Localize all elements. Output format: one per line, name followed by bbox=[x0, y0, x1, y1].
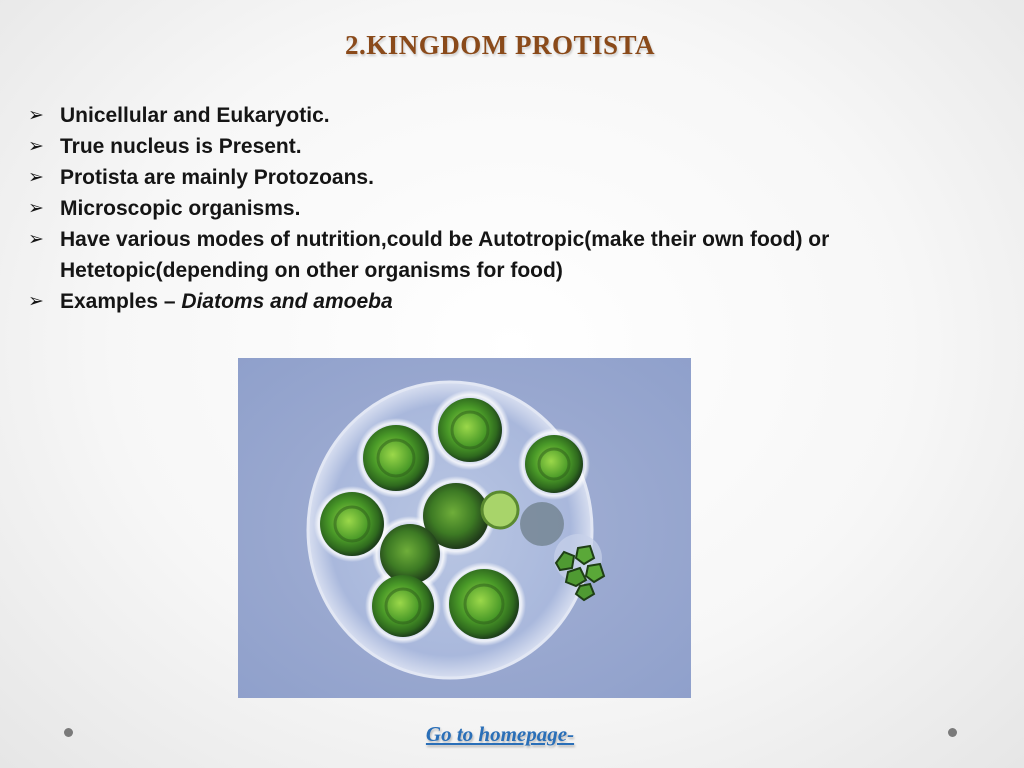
green-cell bbox=[380, 524, 440, 584]
slide-title: 2.KINGDOM PROTISTA bbox=[344, 30, 656, 60]
bullet-text: Have various modes of nutrition,could be Autotropic(make their own food) or Hetetopic(depending on other organisms for food) bbox=[60, 228, 830, 282]
green-cell bbox=[449, 569, 519, 639]
arrow-bullet-icon: ➢ bbox=[28, 105, 44, 126]
arrow-bullet-icon: ➢ bbox=[28, 291, 44, 312]
arrow-bullet-icon: ➢ bbox=[28, 136, 44, 157]
green-cell bbox=[363, 425, 429, 491]
bullet-item bbox=[28, 131, 998, 162]
bullet-item bbox=[28, 100, 998, 131]
protist-colony-illustration bbox=[238, 358, 691, 698]
go-to-homepage-link[interactable]: Go to homepage- bbox=[425, 722, 575, 746]
bullet-text-italic: Diatoms and amoeba bbox=[181, 290, 393, 313]
bullet-item bbox=[28, 162, 998, 193]
green-cell bbox=[520, 502, 564, 546]
green-cell bbox=[525, 435, 583, 493]
green-cell bbox=[320, 492, 384, 556]
bullet-text: Unicellular and Eukaryotic. bbox=[60, 104, 330, 127]
bullet-item bbox=[28, 193, 998, 224]
slide-dot-decoration bbox=[64, 728, 73, 737]
arrow-bullet-icon: ➢ bbox=[28, 198, 44, 219]
arrow-bullet-icon: ➢ bbox=[28, 229, 44, 250]
arrow-bullet-icon: ➢ bbox=[28, 167, 44, 188]
bullet-text: True nucleus is Present. bbox=[60, 135, 302, 158]
bullet-text: Microscopic organisms. bbox=[60, 197, 301, 220]
green-cell bbox=[482, 492, 518, 528]
slide-dot-decoration bbox=[948, 728, 957, 737]
bullet-list bbox=[28, 100, 998, 317]
bullet-item bbox=[28, 286, 998, 317]
green-cell bbox=[372, 575, 434, 637]
bullet-text: Examples – bbox=[60, 290, 182, 313]
green-cell bbox=[438, 398, 502, 462]
bullet-text: Protista are mainly Protozoans. bbox=[60, 166, 374, 189]
bullet-item bbox=[28, 224, 998, 286]
microscope-photo bbox=[238, 358, 691, 698]
